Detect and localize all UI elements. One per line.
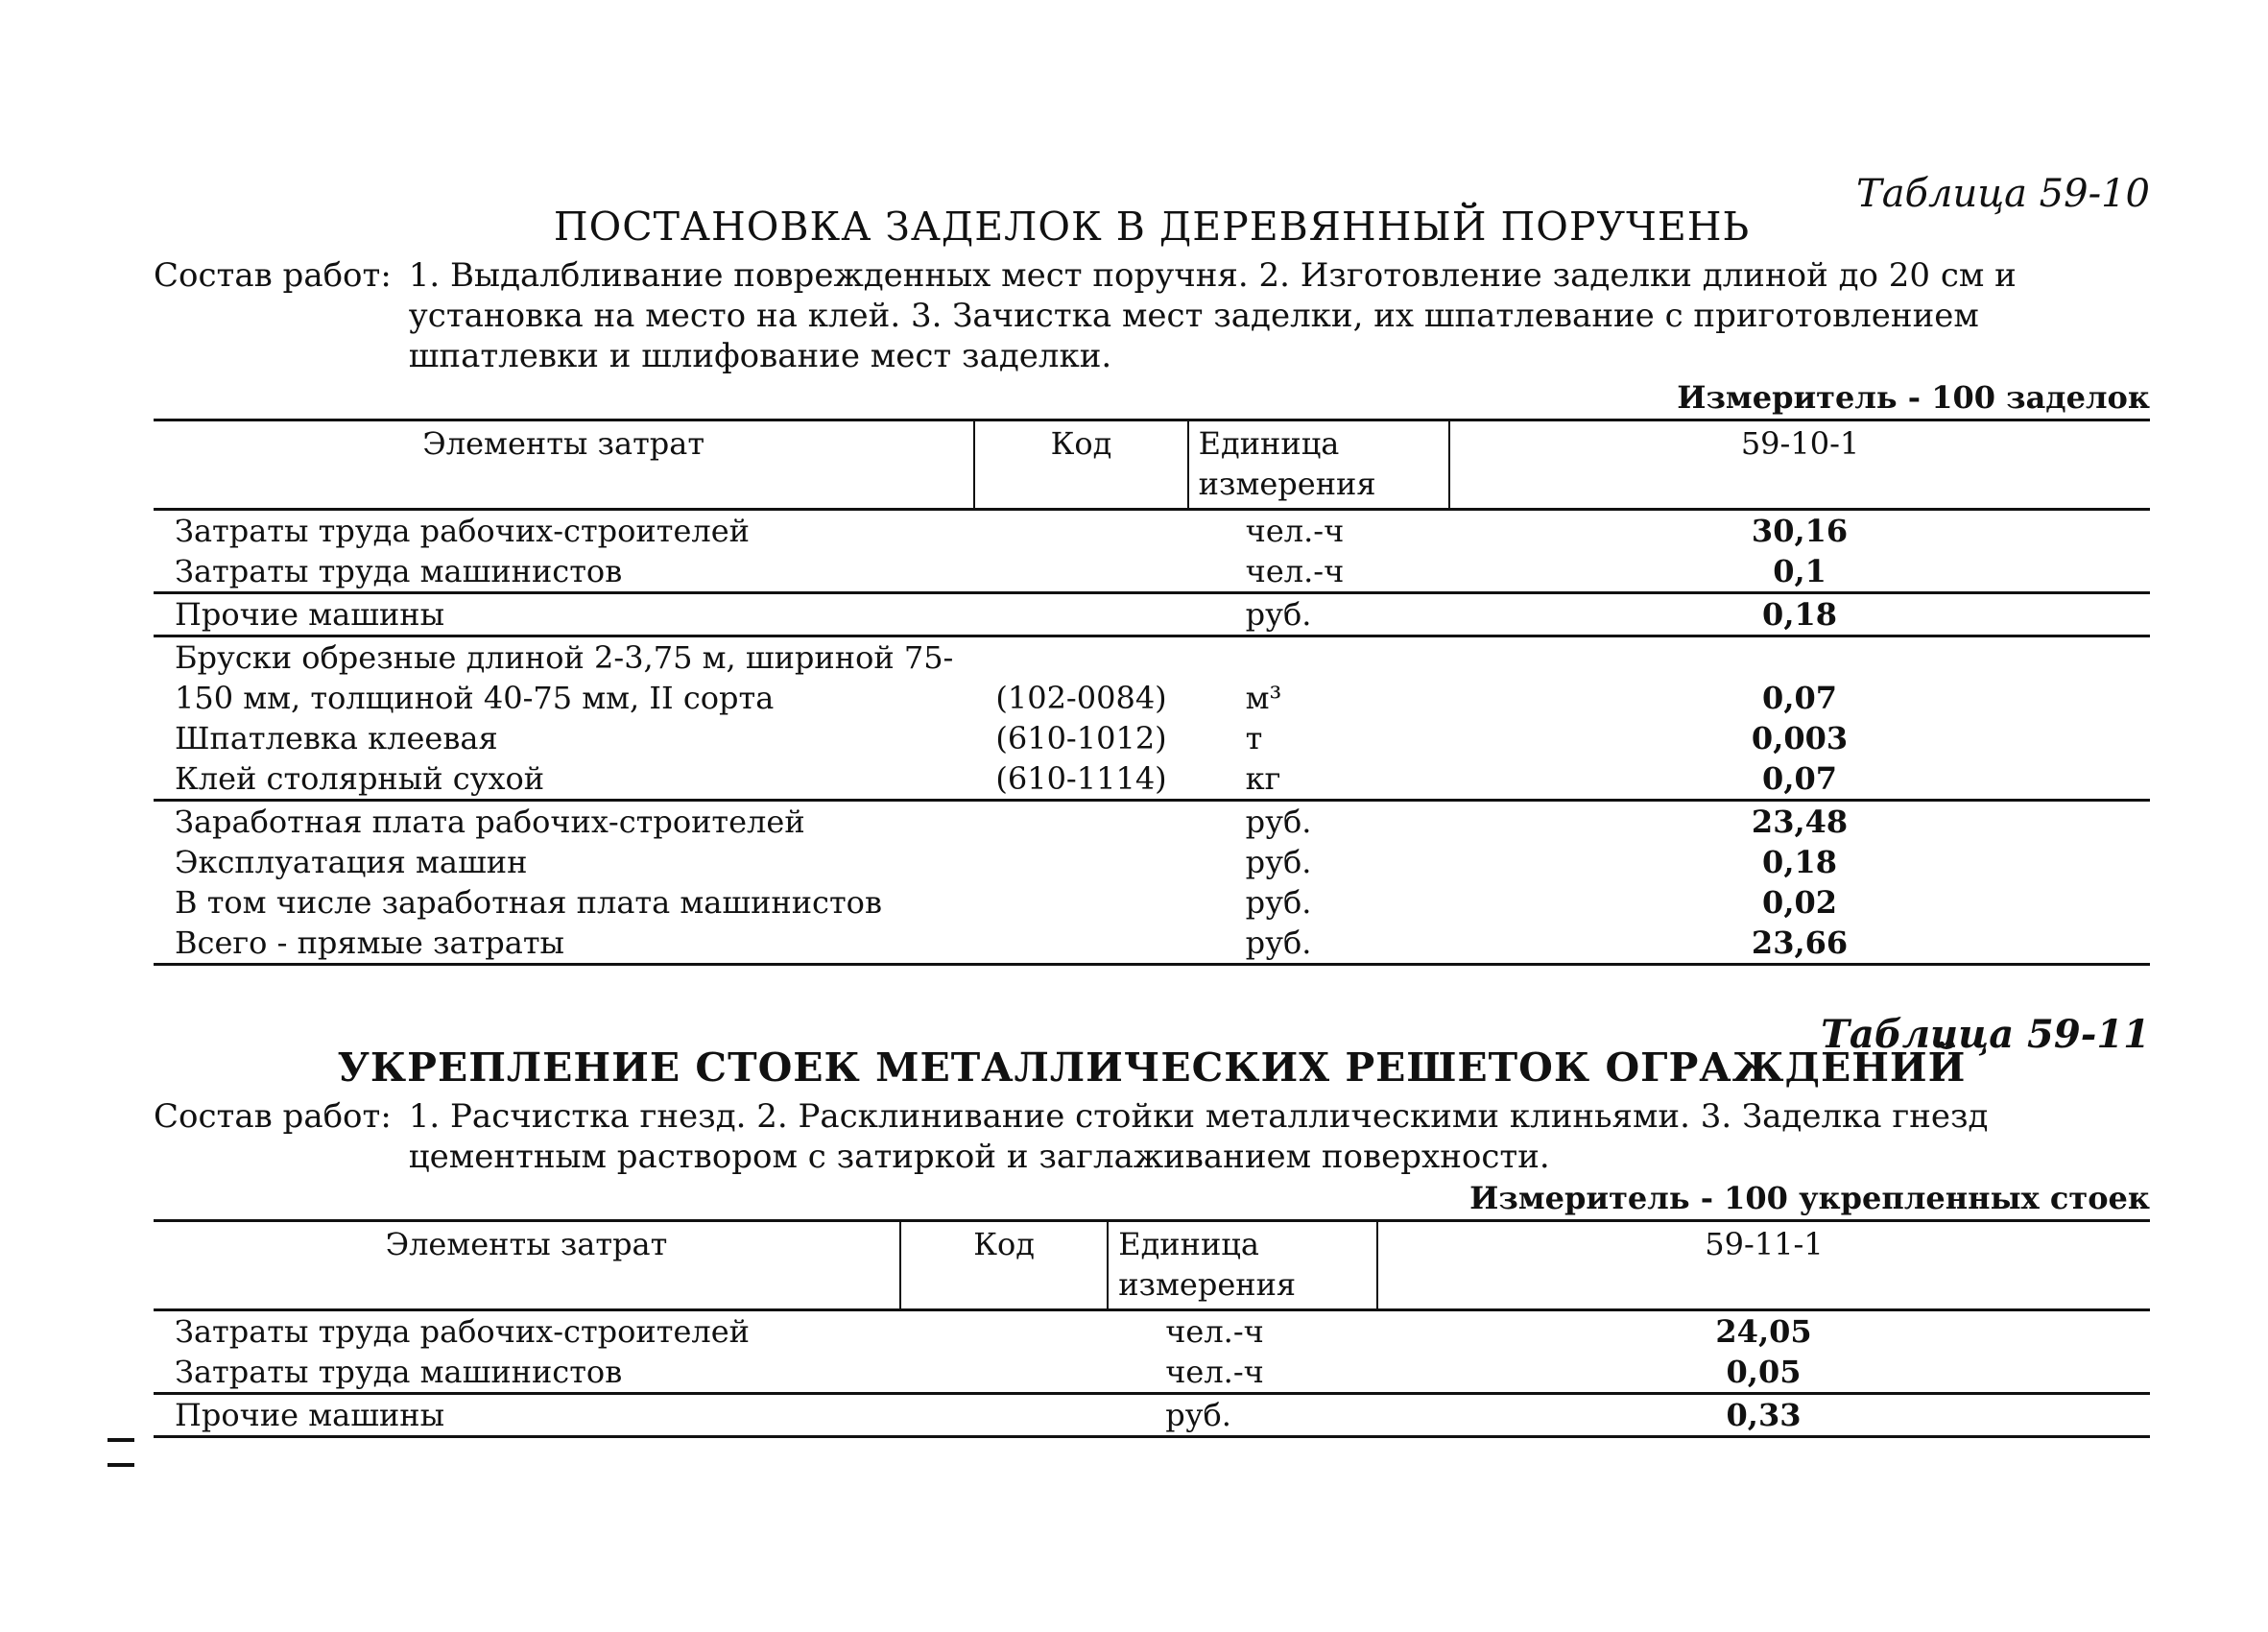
cost-table [154, 419, 2150, 966]
cell-value: 0,02 [1762, 884, 1837, 921]
cell-value [1449, 636, 2150, 679]
cell-code [974, 882, 1187, 923]
table-row [154, 1394, 2150, 1437]
table-row [154, 593, 2150, 636]
cell-unit: кг [1188, 758, 1449, 801]
header-unit: Единица измерения [1108, 1221, 1377, 1310]
cell-value: 24,05 [1715, 1313, 1812, 1350]
cell-value: 30,16 [1751, 513, 1849, 549]
cell-code [974, 551, 1187, 593]
cell-element: Заработная плата рабочих-строителей [175, 804, 805, 840]
composition-text: 1. Выдалбливание поврежденных мест поручня. 2. Изготовление заделки длиной до 20 см и установка на место на клей. 3. Зачистка мест заделки, их шпатлевание с приготовлением шпатлевки и шлифование мест заделки. [408, 256, 2017, 375]
table-number: Таблица 59-10 [1856, 172, 2150, 216]
header-norm-code: 59-11-1 [1377, 1221, 2150, 1310]
cell-unit: чел.-ч [1188, 551, 1449, 593]
table-row [154, 510, 2150, 552]
composition-label: Состав работ: [154, 1097, 392, 1136]
cell-code [974, 842, 1187, 882]
cell-value: 0,1 [1449, 551, 2150, 593]
cell-element: Затраты труда машинистов [154, 551, 974, 593]
cell-element: Клей столярный сухой [154, 758, 974, 801]
cell-code [974, 923, 1187, 965]
cell-element: Шпатлевка клеевая [175, 720, 498, 756]
header-elements: Элементы затрат [154, 420, 974, 510]
measure-unit: Измеритель - 100 заделок [1677, 379, 2150, 416]
cell-code: (610-1114) [974, 758, 1187, 801]
table-row [154, 718, 2150, 758]
cell-code [974, 801, 1187, 843]
table-header-row [154, 420, 2150, 510]
table-row [154, 551, 2150, 593]
cell-element: Эксплуатация машин [175, 844, 528, 880]
cell-element: 150 мм, толщиной 40-75 мм, II сорта [175, 680, 775, 716]
cell-code [900, 1394, 1108, 1437]
composition-text: 1. Расчистка гнезд. 2. Расклинивание стойки металлическими клиньями. 3. Заделка гнезд цементным раствором с затиркой и заглаживанием поверхности. [408, 1097, 1989, 1176]
header-norm-code: 59-10-1 [1449, 420, 2150, 510]
table-row [154, 842, 2150, 882]
cell-element: Затраты труда машинистов [154, 1352, 900, 1394]
table-row [154, 636, 2150, 679]
table-title: УКРЕПЛЕНИЕ СТОЕК МЕТАЛЛИЧЕСКИХ РЕШЕТОК ОГРАЖДЕНИЙ [337, 1044, 1967, 1091]
cell-unit [1188, 636, 1449, 679]
cell-unit: руб. [1245, 884, 1312, 921]
margin-mark [107, 1438, 134, 1467]
cell-code [974, 593, 1187, 636]
table-number: Таблица 59-11 [1821, 1012, 2150, 1057]
table-59-10-section [154, 173, 2150, 966]
cell-value: 0,18 [1449, 593, 2150, 636]
work-composition [154, 1096, 2150, 1177]
cost-table [154, 1219, 2150, 1438]
cell-unit: т [1245, 720, 1263, 756]
cell-value: 23,48 [1751, 804, 1849, 840]
cell-unit: руб. [1245, 844, 1312, 880]
cell-element: Прочие машины [154, 593, 974, 636]
cell-value: 23,66 [1449, 923, 2150, 965]
table-header-row [154, 1221, 2150, 1310]
cell-value: 0,05 [1377, 1352, 2150, 1394]
header-code: Код [974, 420, 1187, 510]
cell-code [974, 636, 1187, 679]
work-composition [154, 255, 2150, 376]
cell-element: Бруски обрезные длиной 2-3,75 м, шириной 75- [175, 639, 954, 676]
composition-label: Состав работ: [154, 256, 392, 295]
header-elements: Элементы затрат [154, 1221, 900, 1310]
header-code: Код [900, 1221, 1108, 1310]
table-row [154, 882, 2150, 923]
header-unit: Единица измерения [1188, 420, 1449, 510]
cell-element: Всего - прямые затраты [154, 923, 974, 965]
table-59-11-section [154, 1014, 2150, 1438]
cell-value: 0,003 [1751, 720, 1849, 756]
cell-unit: чел.-ч [1108, 1352, 1377, 1394]
cell-element: В том числе заработная плата машинистов [175, 884, 882, 921]
measure-unit: Измеритель - 100 укрепленных стоек [1469, 1180, 2150, 1216]
cell-value: 0,07 [1449, 758, 2150, 801]
cell-code [900, 1310, 1108, 1353]
table-row [154, 1352, 2150, 1394]
cell-value: 0,33 [1377, 1394, 2150, 1437]
table-row [154, 1310, 2150, 1353]
cell-value: 0,07 [1762, 680, 1837, 716]
cell-unit: руб. [1188, 593, 1449, 636]
cell-unit: чел.-ч [1245, 513, 1345, 549]
table-row [154, 758, 2150, 801]
cell-code [900, 1352, 1108, 1394]
table-row [154, 923, 2150, 965]
table-row [154, 801, 2150, 843]
cell-value: 0,18 [1762, 844, 1837, 880]
table-title: ПОСТАНОВКА ЗАДЕЛОК В ДЕРЕВЯННЫЙ ПОРУЧЕНЬ [553, 204, 1751, 250]
cell-element: Затраты труда рабочих-строителей [175, 1313, 750, 1350]
cell-code [974, 510, 1187, 552]
cell-code: (102-0084) [995, 680, 1167, 716]
cell-code: (610-1012) [995, 720, 1167, 756]
cell-unit: чел.-ч [1165, 1313, 1264, 1350]
cell-unit: руб. [1108, 1394, 1377, 1437]
cell-unit: руб. [1245, 804, 1312, 840]
cell-unit: м³ [1245, 680, 1282, 716]
cell-element: Затраты труда рабочих-строителей [175, 513, 750, 549]
cell-element: Прочие машины [154, 1394, 900, 1437]
table-row [154, 678, 2150, 718]
cell-unit: руб. [1188, 923, 1449, 965]
